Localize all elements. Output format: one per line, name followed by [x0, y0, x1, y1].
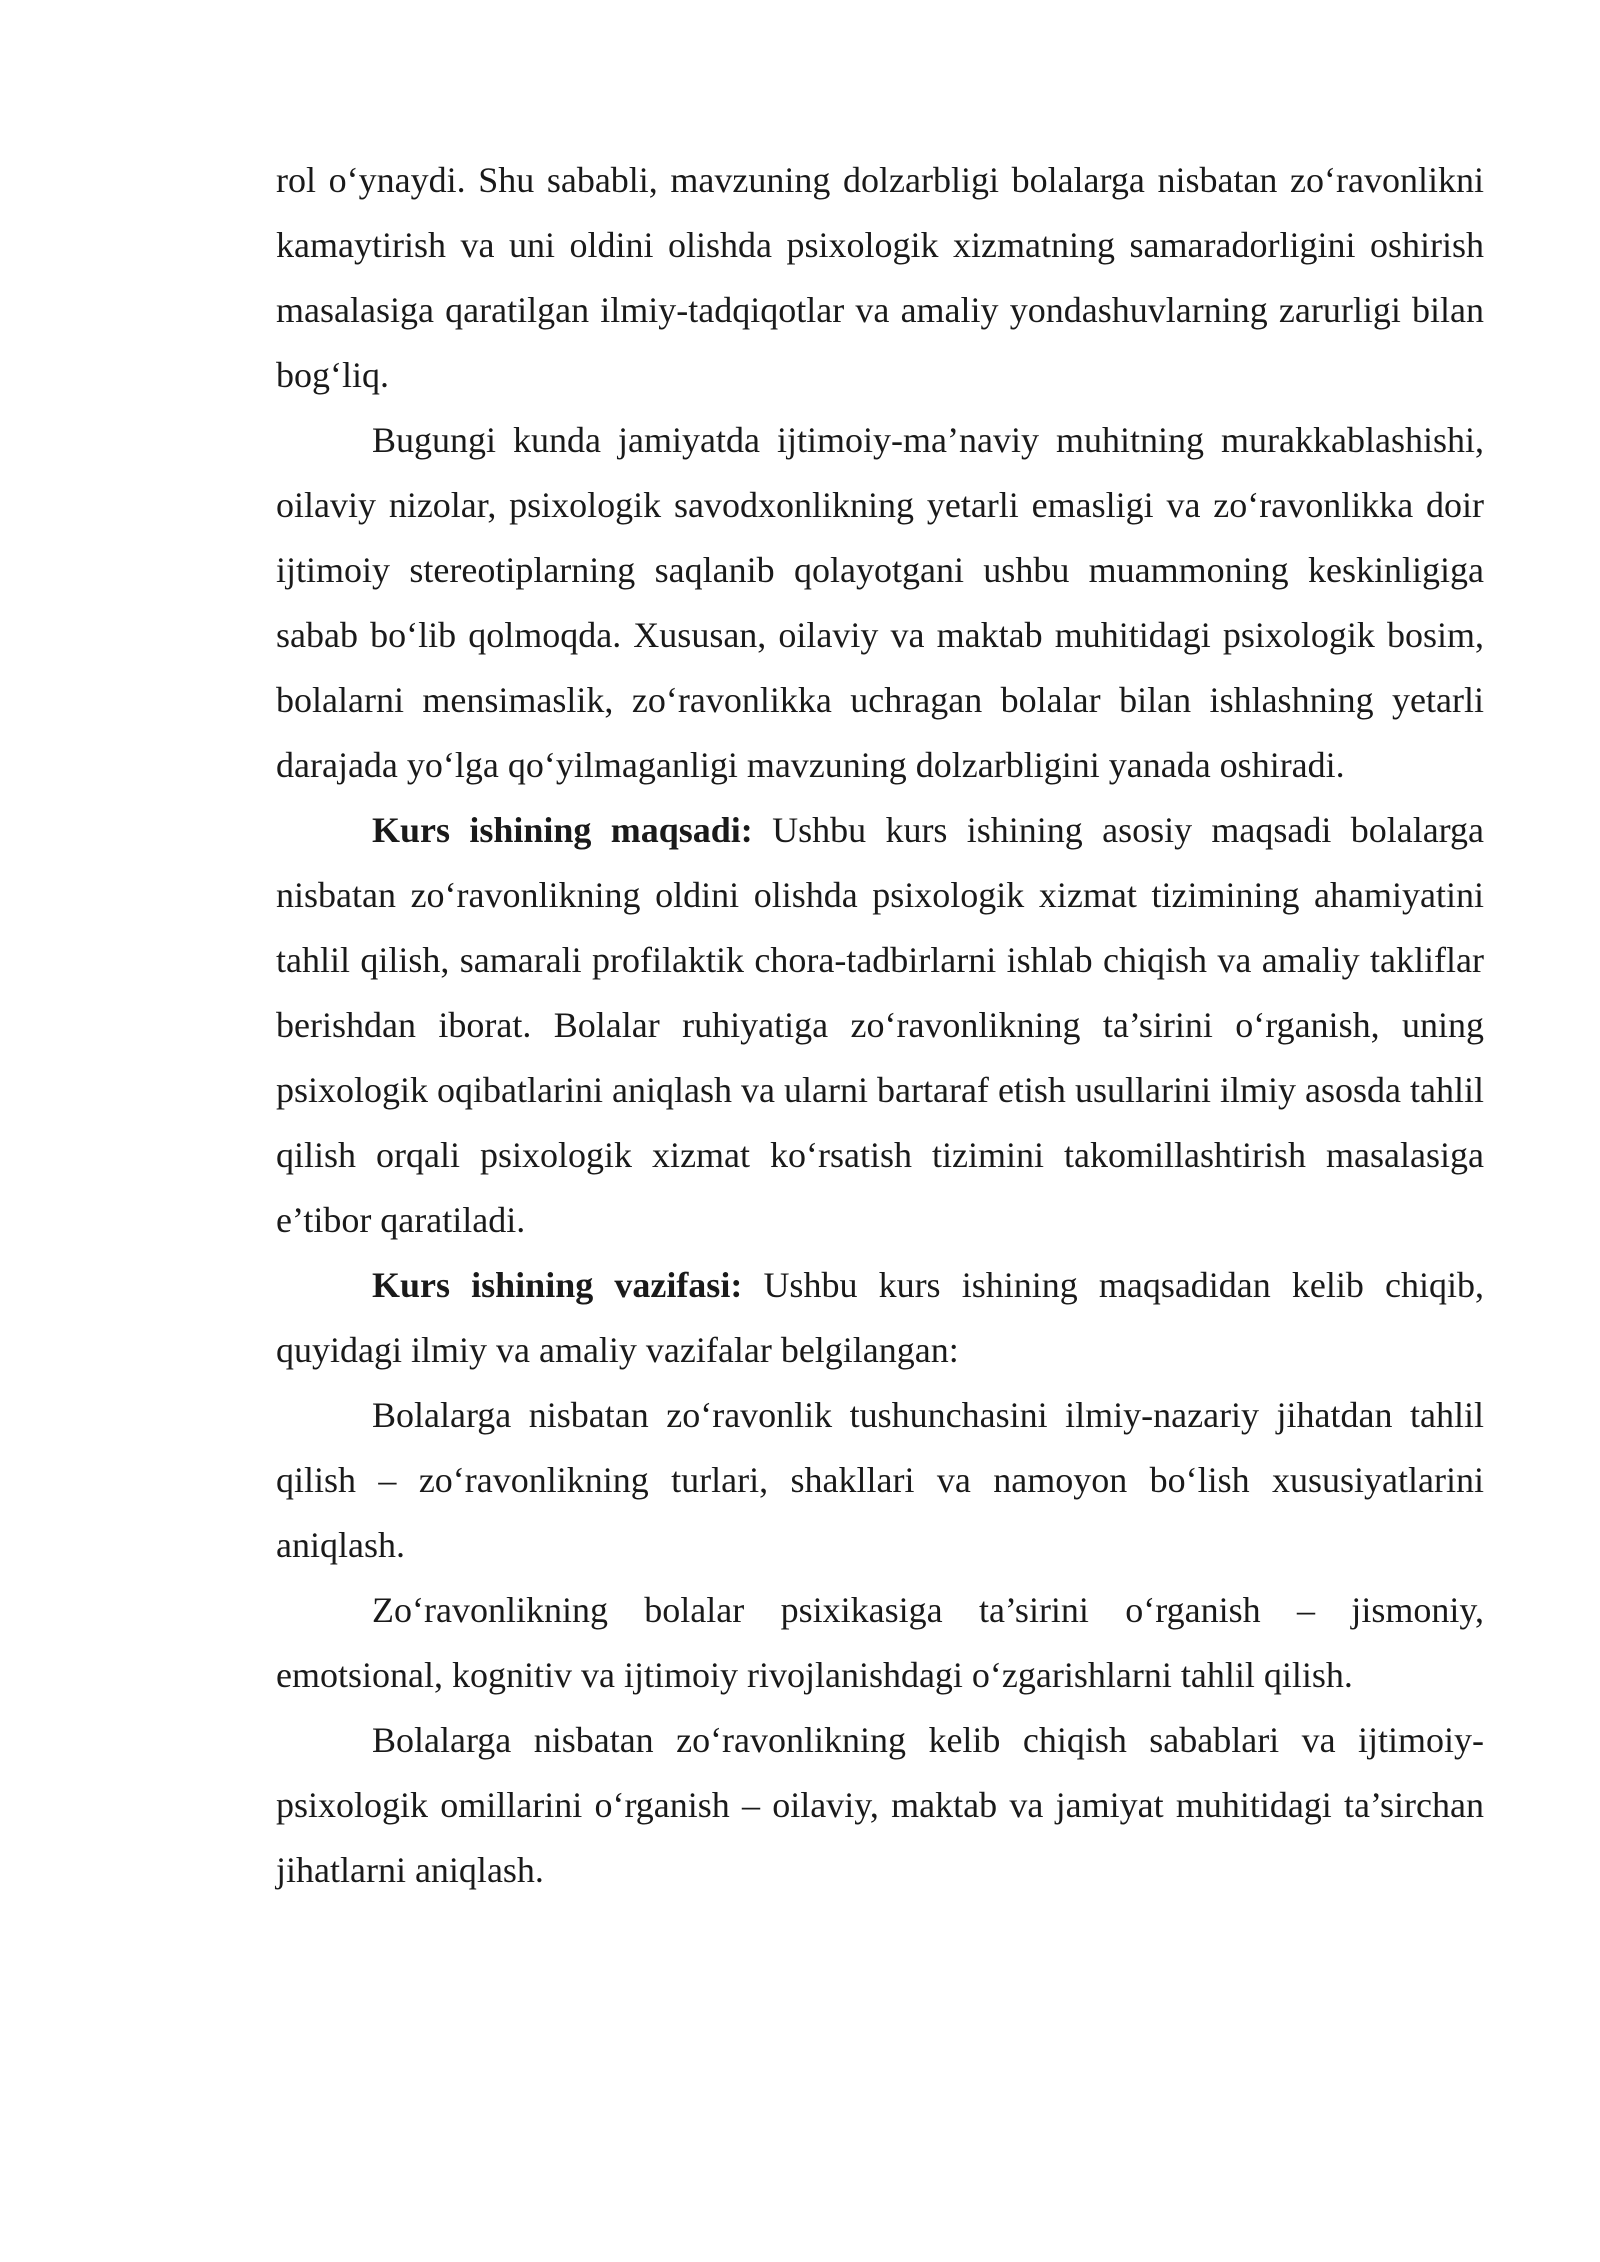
paragraph-lead-heading: Kurs ishining maqsadi: — [372, 810, 753, 850]
paragraph-text: Bugungi kunda jamiyatda ijtimoiy-ma’naviy muhitning murakkablashishi, oilaviy nizolar, psixologik savodxonlikning yetarli emasligi va zo‘ravonlikka doir ijtimoiy stereotiplarning saqlanib qolayotgani ushbu muammoning keskinligiga sabab bo‘lib qolmoqda. Xususan, oilaviy va maktab muhitidagi psixologik bosim, bolalarni mensimaslik, zo‘ravonlikka uchragan bolalar bilan ishlashning yetarli darajada yo‘lga qo‘yilmaganligi mavzuning dolzarbligini yanada oshiradi. — [276, 420, 1484, 785]
document-body — [276, 148, 1484, 1903]
paragraph-course-tasks — [276, 1253, 1484, 1383]
paragraph-text: Zo‘ravonlikning bolalar psixikasiga ta’sirini o‘rganish – jismoniy, emotsional, kognitiv va ijtimoiy rivojlanishdagi o‘zgarishlarni tahlil qilish. — [276, 1590, 1484, 1695]
paragraph-task-2 — [276, 1578, 1484, 1708]
paragraph-text: Ushbu kurs ishining asosiy maqsadi bolalarga nisbatan zo‘ravonlikning oldini olishda psixologik xizmat tizimining ahamiyatini tahlil qilish, samarali profilaktik chora-tadbirlarni ishlab chiqish va amaliy takliflar berishdan iborat. Bolalar ruhiyatiga zo‘ravonlikning ta’sirini o‘rganish, uning psixologik oqibatlarini aniqlash va ularni bartaraf etish usullarini ilmiy asosda tahlil qilish orqali psixologik xizmat ko‘rsatish tizimini takomillashtirish masalasiga e’tibor qaratiladi. — [276, 810, 1484, 1240]
paragraph-lead-heading: Kurs ishining vazifasi: — [372, 1265, 743, 1305]
paragraph-text: Ushbu kurs ishining maqsadidan kelib chiqib, quyidagi ilmiy va amaliy vazifalar belgilangan: — [276, 1265, 1484, 1370]
paragraph-task-1 — [276, 1383, 1484, 1578]
paragraph-text: rol o‘ynaydi. Shu sababli, mavzuning dolzarbligi bolalarga nisbatan zo‘ravonlikni kamaytirish va uni oldini olishda psixologik xizmatning samaradorligini oshirish masalasiga qaratilgan ilmiy-tadqiqotlar va amaliy yondashuvlarning zarurligi bilan bog‘liq. — [276, 160, 1484, 395]
paragraph-relevance-continued — [276, 148, 1484, 408]
paragraph-text: Bolalarga nisbatan zo‘ravonlik tushunchasini ilmiy-nazariy jihatdan tahlil qilish – zo‘ravonlikning turlari, shakllari va namoyon bo‘lish xususiyatlarini aniqlash. — [276, 1395, 1484, 1565]
paragraph-task-3 — [276, 1708, 1484, 1903]
paragraph-text: Bolalarga nisbatan zo‘ravonlikning kelib chiqish sabablari va ijtimoiy-psixologik omillarini o‘rganish – oilaviy, maktab va jamiyat muhitidagi ta’sirchan jihatlarni aniqlash. — [276, 1720, 1484, 1890]
paragraph-course-goal — [276, 798, 1484, 1253]
paragraph-current-situation — [276, 408, 1484, 798]
